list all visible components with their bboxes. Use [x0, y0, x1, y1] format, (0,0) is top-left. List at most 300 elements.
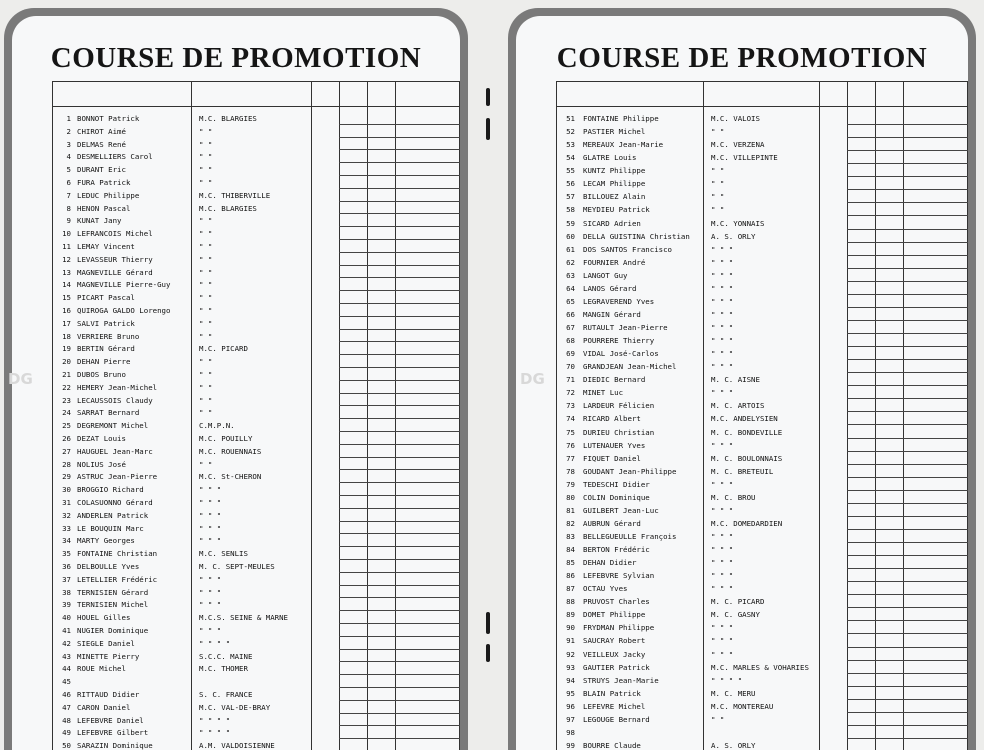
result-ruling — [339, 418, 460, 419]
entry-row — [557, 675, 819, 686]
rider-number: 70 — [566, 362, 575, 372]
rider-name: DELLA GUISTINA Christian — [583, 231, 690, 241]
result-ruling — [339, 444, 460, 445]
rider-club: A. S. ORLY — [711, 740, 756, 750]
rider-name: GLATRE Louis — [583, 153, 637, 163]
rider-name: FONTAINE Christian — [77, 549, 158, 559]
rider-club: S.C.C. MAINE — [199, 651, 253, 661]
rider-club: M. C. AISNE — [711, 375, 760, 385]
entry-row — [53, 471, 311, 482]
result-ruling — [847, 555, 968, 556]
entry-row — [53, 215, 311, 226]
rider-name: MINET Luc — [583, 388, 624, 398]
result-ruling — [847, 215, 968, 216]
rider-club: " " — [199, 280, 213, 290]
rider-club: S. C. FRANCE — [199, 689, 253, 699]
entry-row — [557, 518, 819, 529]
rider-name: LANOS Gérard — [583, 283, 637, 293]
entry-row — [53, 497, 311, 508]
result-ruling — [847, 477, 968, 478]
entry-row — [557, 453, 819, 464]
rider-name: PASTIER Michel — [583, 127, 646, 137]
entry-row — [53, 126, 311, 137]
entry-row — [53, 177, 311, 188]
result-ruling — [847, 176, 968, 177]
rider-number: 20 — [62, 357, 71, 367]
entry-row — [557, 714, 819, 725]
result-ruling — [339, 431, 460, 432]
entry-row — [53, 318, 311, 329]
rider-name: ROUE Michel — [77, 664, 126, 674]
rider-name: ASTRUC Jean-Pierre — [77, 472, 158, 482]
rider-number: 46 — [62, 689, 71, 699]
rider-number: 47 — [62, 702, 71, 712]
result-ruling — [339, 713, 460, 714]
rider-number: 80 — [566, 492, 575, 502]
entry-row — [557, 427, 819, 438]
rider-name: LECAM Philippe — [583, 179, 646, 189]
entry-row — [557, 740, 819, 750]
rider-name: QUIROGA GALDO Lorengo — [77, 305, 171, 315]
result-ruling — [847, 229, 968, 230]
rider-number: 19 — [62, 344, 71, 354]
rider-club: " " " — [711, 349, 734, 359]
rider-number: 91 — [566, 636, 575, 646]
result-ruling — [339, 252, 460, 253]
result-ruling — [847, 529, 968, 530]
entry-row — [557, 466, 819, 477]
entry-row — [53, 164, 311, 175]
rider-club: " " " " — [711, 675, 743, 685]
rider-name: VERRIERE Bruno — [77, 331, 140, 341]
entry-row — [53, 727, 311, 738]
entry-row — [53, 343, 311, 354]
rider-name: BROGGIO Richard — [77, 485, 144, 495]
rider-name: MAGNEVILLE Pierre-Guy — [77, 280, 171, 290]
entry-row — [557, 204, 819, 215]
rider-number: 59 — [566, 218, 575, 228]
result-ruling — [847, 385, 968, 386]
result-ruling — [339, 623, 460, 624]
rider-club: " " — [199, 126, 213, 136]
rider-name: DIEDIC Bernard — [583, 375, 646, 385]
rider-club: M. C. BRETEUIL — [711, 466, 774, 476]
result-ruling — [339, 546, 460, 547]
result-ruling — [847, 620, 968, 621]
rider-name: DEGREMONT Michel — [77, 421, 149, 431]
result-ruling — [339, 329, 460, 330]
rider-name: HOUEL Gilles — [77, 613, 131, 623]
result-ruling — [339, 316, 460, 317]
rider-club: " " — [711, 179, 725, 189]
rider-name: SARRAT Bernard — [77, 408, 140, 418]
result-ruling — [339, 277, 460, 278]
rider-name: LEFEBVRE Gilbert — [77, 728, 149, 738]
rider-club: " " — [199, 382, 213, 392]
rider-number: 48 — [62, 715, 71, 725]
entry-row — [53, 446, 311, 457]
entry-row — [53, 190, 311, 201]
rider-club: " " " — [199, 574, 222, 584]
result-ruling — [847, 372, 968, 373]
entry-row — [53, 228, 311, 239]
result-ruling — [847, 320, 968, 321]
result-ruling — [339, 649, 460, 650]
rider-club: " " " — [711, 309, 734, 319]
rider-number: 52 — [566, 127, 575, 137]
rider-name: DELMAS René — [77, 139, 126, 149]
rider-name: DEZAT Louis — [77, 433, 126, 443]
result-ruling — [339, 495, 460, 496]
rider-name: LEFRANCOIS Michel — [77, 229, 153, 239]
rider-number: 40 — [62, 613, 71, 623]
rider-number: 3 — [66, 139, 71, 149]
result-ruling — [847, 607, 968, 608]
rider-club: " " — [199, 177, 213, 187]
rider-number: 7 — [66, 190, 71, 200]
result-ruling — [847, 725, 968, 726]
rider-name: TERNISIEN Gérard — [77, 587, 149, 597]
rider-number: 96 — [566, 701, 575, 711]
rider-club: " " — [199, 241, 213, 251]
result-ruling — [847, 568, 968, 569]
rider-club: " " " " — [199, 728, 231, 738]
rider-club: " " " — [711, 296, 734, 306]
rider-number: 50 — [62, 741, 71, 750]
result-ruling — [339, 738, 460, 739]
rider-name: COLIN Dominique — [583, 492, 650, 502]
entry-row — [557, 113, 819, 124]
rider-number: 24 — [62, 408, 71, 418]
rider-club: " " " — [711, 283, 734, 293]
result-ruling — [339, 508, 460, 509]
rider-name: DUBOS Bruno — [77, 369, 126, 379]
rider-number: 94 — [566, 675, 575, 685]
result-ruling — [339, 393, 460, 394]
rider-name: KUNTZ Philippe — [583, 166, 646, 176]
rider-number: 8 — [66, 203, 71, 213]
entry-row — [53, 151, 311, 162]
rider-club: " " " — [199, 587, 222, 597]
rider-name: RICARD Albert — [583, 414, 641, 424]
rider-number: 18 — [62, 331, 71, 341]
entry-row — [53, 676, 311, 687]
rider-club: M. C. GASNY — [711, 610, 760, 620]
rider-number: 60 — [566, 231, 575, 241]
result-ruling — [847, 346, 968, 347]
rider-name: LANGOT Guy — [583, 270, 628, 280]
entry-row — [557, 400, 819, 411]
rider-number: 54 — [566, 153, 575, 163]
result-ruling — [339, 188, 460, 189]
result-ruling — [339, 674, 460, 675]
entry-row — [53, 369, 311, 380]
rider-number: 39 — [62, 600, 71, 610]
entry-row — [557, 649, 819, 660]
rider-number: 57 — [566, 192, 575, 202]
entry-row — [557, 662, 819, 673]
entry-row — [53, 587, 311, 598]
result-ruling — [339, 265, 460, 266]
rider-number: 25 — [62, 421, 71, 431]
rider-club: " " — [199, 165, 213, 175]
result-ruling — [847, 307, 968, 308]
rider-number: 6 — [66, 177, 71, 187]
entry-row — [53, 420, 311, 431]
rider-club: M.C. ROUENNAIS — [199, 446, 262, 456]
rider-club: M.C. VALOIS — [711, 114, 760, 124]
rider-club: " " — [199, 395, 213, 405]
entry-row — [557, 387, 819, 398]
rider-number: 90 — [566, 623, 575, 633]
rider-number: 12 — [62, 254, 71, 264]
rider-name: VEILLEUX Jacky — [583, 649, 646, 659]
rider-number: 78 — [566, 466, 575, 476]
entry-row — [53, 548, 311, 559]
rider-name: DOS SANTOS Francisco — [583, 244, 672, 254]
rider-club: M.C. THIBERVILLE — [199, 190, 271, 200]
rider-name: POURRERE Thierry — [583, 336, 655, 346]
entry-row — [557, 505, 819, 516]
rider-name: LEDUC Philippe — [77, 190, 140, 200]
rider-name: SAUCRAY Robert — [583, 636, 646, 646]
rider-club: " " " — [711, 270, 734, 280]
rider-club: M.C. MONTEREAU — [711, 701, 774, 711]
rider-number: 29 — [62, 472, 71, 482]
rider-name: DELBOULLE Yves — [77, 561, 140, 571]
rider-name: GOUDANT Jean-Philippe — [583, 466, 677, 476]
rider-number: 87 — [566, 584, 575, 594]
rider-club: M.C. SENLIS — [199, 549, 248, 559]
rider-club: " " — [199, 459, 213, 469]
rider-number: 83 — [566, 531, 575, 541]
result-ruling — [339, 687, 460, 688]
rider-club: " " — [711, 714, 725, 724]
result-ruling — [847, 738, 968, 739]
rider-name: VIDAL José-Carlos — [583, 349, 659, 359]
entry-row — [53, 574, 311, 585]
rider-name: GAUTIER Patrick — [583, 662, 650, 672]
entry-row — [53, 625, 311, 636]
rider-club: M.C. VERZENA — [711, 140, 765, 150]
rider-club: " " " — [711, 257, 734, 267]
result-ruling — [339, 175, 460, 176]
entry-row — [557, 688, 819, 699]
result-ruling — [339, 149, 460, 150]
entry-row — [53, 433, 311, 444]
result-ruling — [339, 162, 460, 163]
rider-name: RUTAULT Jean-Pierre — [583, 323, 668, 332]
rider-name: LARDEUR Félicien — [583, 401, 655, 411]
rider-number: 64 — [566, 283, 575, 293]
rider-club: " " " — [711, 649, 734, 659]
result-ruling — [847, 673, 968, 674]
rider-number: 44 — [62, 664, 71, 674]
rider-number: 45 — [62, 677, 71, 687]
rider-club: " " " — [199, 625, 222, 635]
rider-club: " " — [199, 305, 213, 315]
rider-club: " " — [711, 166, 725, 176]
entry-row — [53, 535, 311, 546]
rider-club: " " — [199, 408, 213, 418]
rider-number: 69 — [566, 349, 575, 359]
rider-number: 51 — [566, 114, 575, 124]
rider-number: 21 — [62, 369, 71, 379]
rider-number: 23 — [62, 395, 71, 405]
result-ruling — [339, 341, 460, 342]
result-ruling — [339, 226, 460, 227]
rider-number: 14 — [62, 280, 71, 290]
right-page-title: COURSE DE PROMOTION — [556, 42, 928, 74]
rider-club: " " " — [711, 558, 734, 568]
rider-number: 1 — [66, 113, 71, 123]
rider-number: 5 — [66, 165, 71, 175]
entry-row — [53, 331, 311, 342]
result-ruling — [847, 594, 968, 595]
entry-row — [53, 689, 311, 700]
rider-club: " " " " — [199, 715, 231, 725]
entry-row — [53, 407, 311, 418]
entry-row — [53, 638, 311, 649]
rider-number: 34 — [62, 536, 71, 546]
rider-number: 42 — [62, 638, 71, 648]
entry-row — [53, 139, 311, 150]
result-ruling — [339, 405, 460, 406]
entry-row — [53, 612, 311, 623]
rider-club: " " " — [711, 479, 734, 489]
entry-row — [53, 651, 311, 662]
rider-club: " " " — [199, 536, 222, 546]
rider-club: M.C. St-CHERON — [199, 472, 262, 482]
rider-number: 36 — [62, 561, 71, 571]
rider-name: RITTAUD Didier — [77, 689, 140, 699]
rider-club: A.M. VALDOISIENNE — [199, 741, 275, 750]
rider-name: BELLEGUEULLE François — [583, 531, 677, 541]
rider-name: FOURNIER André — [583, 257, 646, 267]
rider-number: 13 — [62, 267, 71, 277]
entry-row — [557, 165, 819, 176]
entry-row — [557, 596, 819, 607]
result-ruling — [847, 359, 968, 360]
watermark: DG — [520, 370, 545, 388]
rider-club: M.C. YONNAIS — [711, 218, 765, 228]
entry-row — [557, 609, 819, 620]
rider-number: 26 — [62, 433, 71, 443]
rider-number: 79 — [566, 479, 575, 489]
entry-row — [53, 484, 311, 495]
rider-name: LE BOUQUIN Marc — [77, 523, 144, 533]
entry-row — [557, 322, 819, 333]
rider-name: TERNISIEN Michel — [77, 600, 149, 610]
rider-name: GUILBERT Jean-Luc — [583, 505, 659, 515]
rider-club: " " " — [711, 636, 734, 646]
rider-club: M.C. MARLES & VOHARIES — [711, 662, 809, 672]
result-ruling — [339, 303, 460, 304]
rider-club: " " " — [199, 497, 222, 507]
rider-number: 65 — [566, 296, 575, 306]
entry-row — [557, 544, 819, 555]
rider-number: 9 — [66, 216, 71, 226]
rider-name: MEREAUX Jean-Marie — [583, 140, 664, 150]
rider-club: " " — [199, 331, 213, 341]
entry-row — [53, 459, 311, 470]
entry-row — [557, 283, 819, 294]
entry-row — [53, 382, 311, 393]
rider-number: 85 — [566, 558, 575, 568]
column-divider — [395, 82, 396, 750]
rider-name: TEDESCHI Didier — [583, 479, 650, 489]
result-ruling — [339, 380, 460, 381]
rider-name: FURA Patrick — [77, 177, 131, 187]
result-ruling — [847, 124, 968, 125]
rider-name: BERTIN Gérard — [77, 344, 135, 354]
column-divider — [847, 82, 848, 750]
rider-club: " " — [199, 254, 213, 264]
rider-number: 73 — [566, 401, 575, 411]
entry-row — [53, 395, 311, 406]
entry-row — [557, 191, 819, 202]
entry-row — [53, 663, 311, 674]
result-ruling — [339, 354, 460, 355]
rider-name: FONTAINE Philippe — [583, 114, 659, 124]
result-ruling — [339, 559, 460, 560]
rider-club: " " " — [199, 485, 222, 495]
column-divider — [367, 82, 368, 750]
rider-name: BOURRE Claude — [583, 740, 641, 750]
rider-number: 53 — [566, 140, 575, 150]
rider-club: " " " — [711, 388, 734, 398]
result-ruling — [339, 201, 460, 202]
result-ruling — [847, 633, 968, 634]
result-ruling — [847, 490, 968, 491]
result-ruling — [339, 661, 460, 662]
rider-name: MINETTE Pierry — [77, 651, 140, 661]
entry-row — [557, 701, 819, 712]
rider-club: M. C. BOULONNAIS — [711, 453, 783, 463]
rider-club: M.C. THOMER — [199, 664, 248, 674]
result-ruling — [847, 242, 968, 243]
rider-club: " " — [199, 229, 213, 239]
rider-name: MARTY Georges — [77, 536, 135, 546]
rider-number: 43 — [62, 651, 71, 661]
entry-row — [557, 557, 819, 568]
result-ruling — [847, 294, 968, 295]
rider-number: 4 — [66, 152, 71, 162]
rider-name: MEYDIEU Patrick — [583, 205, 650, 215]
left-page-title: COURSE DE PROMOTION — [50, 42, 422, 74]
rider-number: 2 — [66, 126, 71, 136]
rider-club: M.C. BLARGIES — [199, 113, 257, 123]
rider-club: " " " — [711, 336, 734, 346]
result-ruling — [847, 451, 968, 452]
rider-club: M. C. SEPT-MEULES — [199, 561, 275, 571]
rider-club: " " " — [711, 440, 734, 450]
rider-club: " " — [199, 152, 213, 162]
right-page-paper — [516, 16, 968, 750]
rider-club: " " " — [711, 623, 734, 633]
rider-name: LEMAY Vincent — [77, 241, 135, 251]
result-ruling — [339, 137, 460, 138]
result-ruling — [847, 712, 968, 713]
rider-club: " " " — [711, 571, 734, 581]
rider-name: LEVASSEUR Thierry — [77, 254, 153, 264]
rider-club: M.C. VAL-DE-BRAY — [199, 702, 271, 712]
rider-number: 95 — [566, 688, 575, 698]
rider-name: DURIEU Christian — [583, 427, 655, 437]
rider-number: 97 — [566, 714, 575, 724]
rider-number: 56 — [566, 179, 575, 189]
header-divider — [557, 106, 967, 107]
